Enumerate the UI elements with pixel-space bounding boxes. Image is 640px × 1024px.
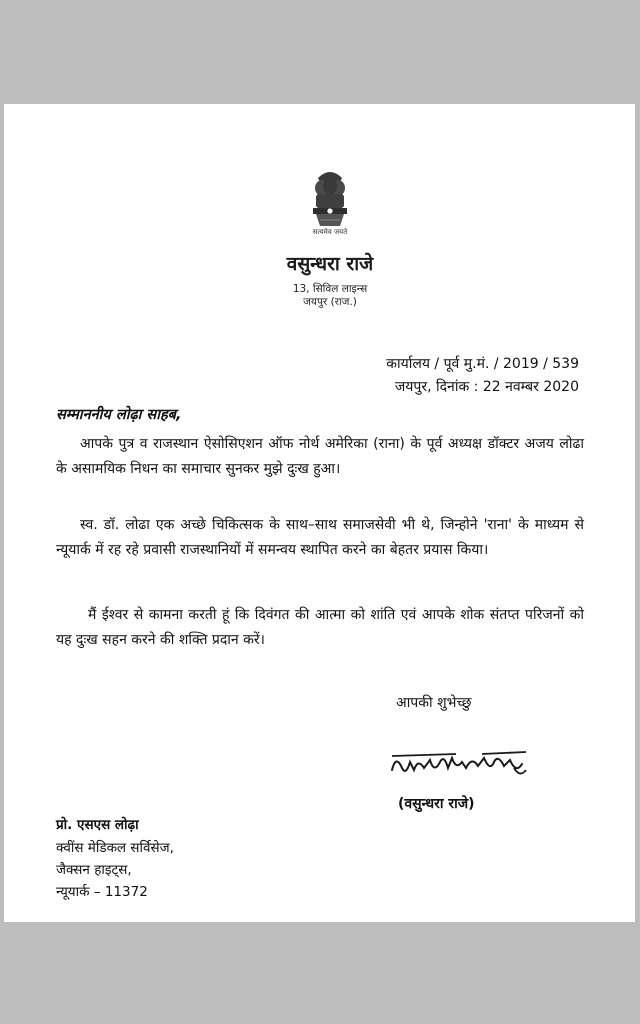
closing-regards: आपकी शुभेच्छु: [396, 695, 472, 711]
letter-page: [4, 104, 635, 922]
recipient-address-line3: न्यूयार्क – 11372: [56, 884, 148, 900]
letterhead-address-line2: जयपुर (राज.): [303, 296, 357, 308]
paragraph-condolence: आपके पुत्र व राजस्थान ऐसोसिएशन ऑफ नोर्थ अमेरिका (राना) के पूर्व अध्यक्ष डॉक्टर अजय लोढा के असामयिक निधन का समाचार सुनकर मुझे दुःख हुआ।: [56, 436, 584, 477]
office-reference: कार्यालय / पूर्व मु.मं. / 2019 / 539: [386, 356, 579, 372]
paragraph-tribute: स्व. डॉ. लोढा एक अच्छे चिकित्सक के साथ–साथ समाजसेवी भी थे, जिन्होने 'राना' के माध्यम से न्यूयार्क में रह रहे प्रवासी राजस्थानियों में समन्वय स्थापित करने का बेहतर प्रयास किया।: [56, 517, 584, 558]
signer-name: (वसुन्धरा राजे): [398, 796, 475, 812]
salutation: सम्माननीय लोढ़ा साहब,: [56, 407, 182, 423]
letterhead-address-line1: 13, सिविल लाइन्स: [292, 283, 368, 295]
handwritten-signature: [386, 744, 536, 786]
recipient-address-line1: क्वींस मेडिकल सर्विसेज,: [56, 840, 174, 856]
place-date: जयपुर, दिनांक : 22 नवम्बर 2020: [394, 379, 579, 395]
letterhead-name: वसुन्धरा राजे: [286, 253, 374, 275]
paragraph-prayer: मैं ईश्वर से कामना करती हूं कि दिवंगत की आत्मा को शांति एवं आपके शोक संतप्त परिजनों को यह दुःख सहन करने की शक्ति प्रदान करें।: [56, 607, 584, 648]
emblem-motto: सत्यमेव जयते: [312, 228, 348, 236]
recipient-address-line2: जैक्सन हाइट्स,: [56, 862, 132, 878]
recipient-name: प्रो. एसएस लोढ़ा: [56, 817, 139, 833]
